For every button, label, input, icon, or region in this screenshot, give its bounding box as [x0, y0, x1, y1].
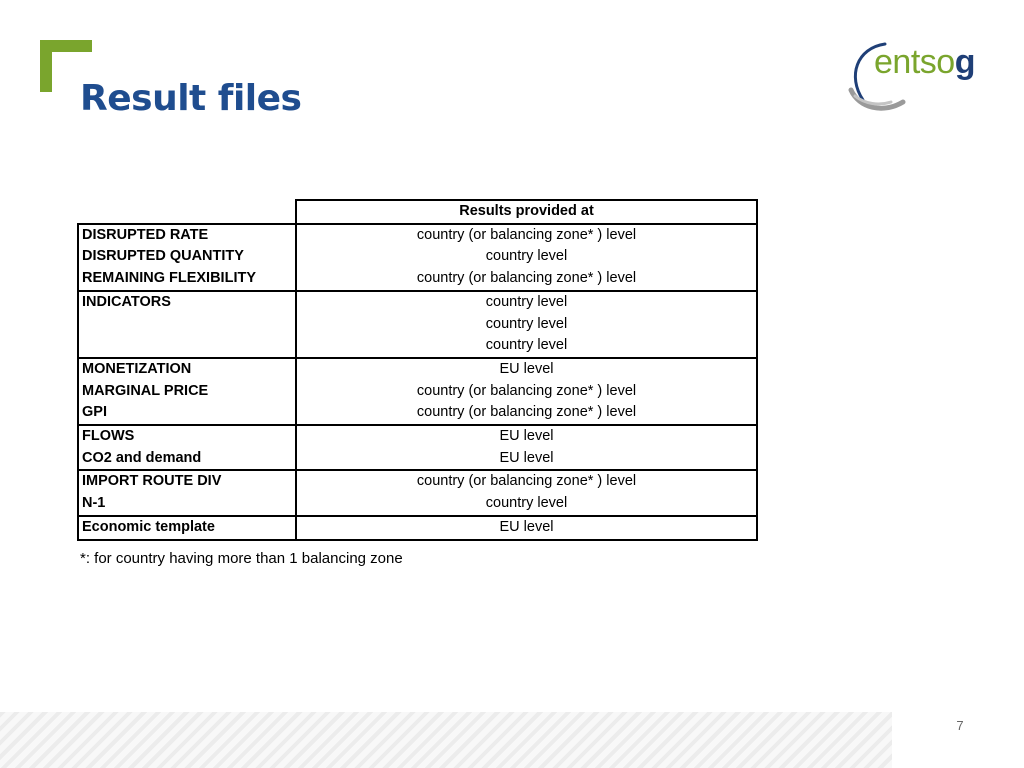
row-label: FLOWS [78, 425, 296, 448]
table-row [78, 335, 757, 358]
table-row [78, 425, 757, 448]
table-row [78, 246, 757, 268]
row-label: IMPORT ROUTE DIV [78, 470, 296, 493]
logo-text-part1: entso [874, 43, 955, 81]
row-result-level: country level [296, 335, 757, 358]
row-label: MONETIZATION [78, 358, 296, 381]
row-result-level: EU level [296, 448, 757, 471]
table-row [78, 268, 757, 291]
results-table-header-label: Results provided at [296, 200, 757, 224]
row-result-level: country (or balancing zone* ) level [296, 470, 757, 493]
row-label [78, 335, 296, 358]
results-table [77, 199, 758, 541]
table-row [78, 314, 757, 336]
row-result-level: EU level [296, 425, 757, 448]
row-result-level: EU level [296, 516, 757, 540]
row-result-level: country level [296, 493, 757, 516]
row-result-level: EU level [296, 358, 757, 381]
row-label: Economic template [78, 516, 296, 540]
row-result-level: country (or balancing zone* ) level [296, 224, 757, 247]
page-number: 7 [956, 718, 964, 733]
footnote: *: for country having more than 1 balancing zone [80, 550, 403, 567]
table-row [78, 493, 757, 516]
results-table-header-blank [78, 200, 296, 224]
row-label: GPI [78, 402, 296, 425]
bottom-decorative-band [0, 712, 892, 768]
row-result-level: country level [296, 314, 757, 336]
entsog-logo-wordmark [874, 40, 975, 84]
row-result-level: country level [296, 291, 757, 314]
logo-text-part2: g [954, 43, 975, 81]
page-title: Result files [80, 78, 302, 119]
row-result-level: country (or balancing zone* ) level [296, 381, 757, 403]
table-row [78, 448, 757, 471]
table-row [78, 381, 757, 403]
row-result-level: country (or balancing zone* ) level [296, 268, 757, 291]
corner-accent-bar-left [40, 40, 52, 92]
row-label: REMAINING FLEXIBILITY [78, 268, 296, 291]
row-label: MARGINAL PRICE [78, 381, 296, 403]
row-label: CO2 and demand [78, 448, 296, 471]
table-row [78, 291, 757, 314]
results-table-body [78, 200, 757, 540]
table-row [78, 470, 757, 493]
table-row [78, 224, 757, 247]
row-label [78, 314, 296, 336]
row-label: DISRUPTED RATE [78, 224, 296, 247]
row-result-level: country level [296, 246, 757, 268]
results-table-header-row [78, 200, 757, 224]
row-label: DISRUPTED QUANTITY [78, 246, 296, 268]
row-label: N-1 [78, 493, 296, 516]
table-row [78, 516, 757, 540]
table-row [78, 402, 757, 425]
row-label: INDICATORS [78, 291, 296, 314]
row-result-level: country (or balancing zone* ) level [296, 402, 757, 425]
table-row [78, 358, 757, 381]
